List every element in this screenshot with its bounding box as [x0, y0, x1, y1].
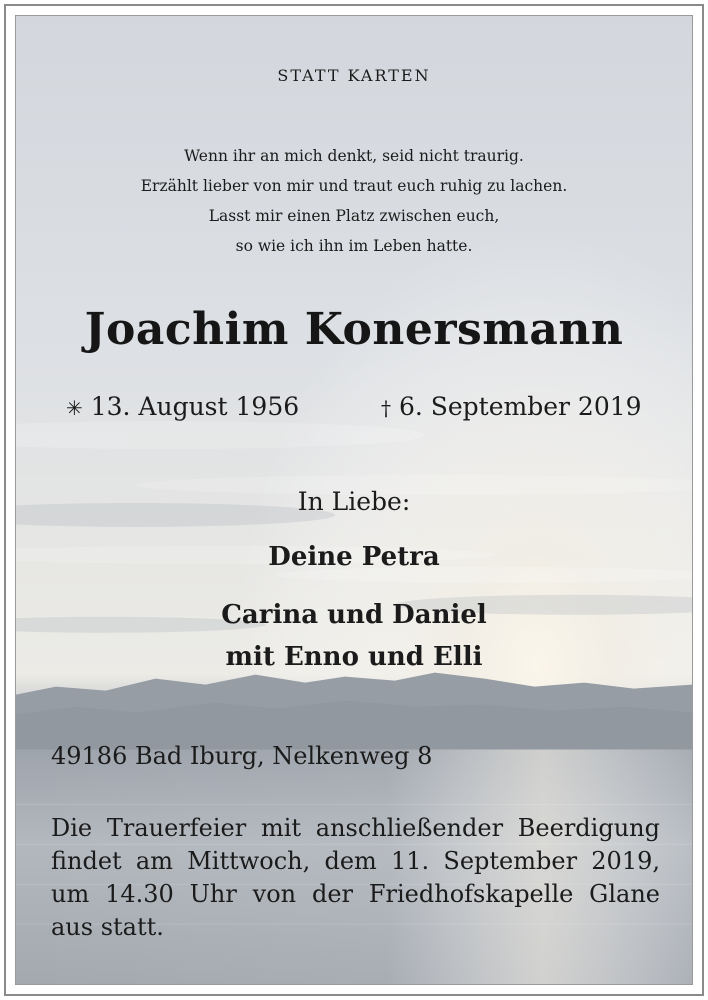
funeral-line: aus statt.: [51, 913, 164, 941]
header-label: STATT KARTEN: [277, 66, 431, 85]
mourner-group: [16, 594, 692, 678]
mourner-name: Carina und Daniel: [221, 600, 487, 630]
mourner-name: mit Enno und Elli: [225, 642, 483, 672]
poem-line: so wie ich ihn im Leben hatte.: [235, 237, 473, 255]
birth-star-icon: ✳: [66, 396, 83, 420]
deceased-name: Joachim Konersmann: [84, 304, 624, 355]
address: 49186 Bad Iburg, Nelkenweg 8: [51, 742, 433, 770]
poem-line: Lasst mir einen Platz zwischen euch,: [208, 207, 500, 225]
in-love-label: In Liebe:: [297, 487, 411, 516]
funeral-line: findet am Mittwoch, dem 11. September 2019,: [51, 847, 660, 875]
poem-line: Wenn ihr an mich denkt, seid nicht traurig.: [184, 147, 524, 165]
birth-date: 13. August 1956: [90, 392, 300, 421]
mourner-name: Deine Petra: [268, 542, 440, 572]
outer-frame: [4, 4, 704, 996]
funeral-line: um 14.30 Uhr von der Friedhofskapelle Glane: [51, 880, 660, 908]
poem: [16, 141, 692, 261]
poem-line: Erzählt lieber von mir und traut euch ruhig zu lachen.: [140, 177, 568, 195]
funeral-info: [51, 812, 660, 944]
death-date: 6. September 2019: [398, 392, 642, 421]
death-cross-icon: †: [381, 396, 391, 420]
notice-content: [16, 16, 692, 984]
birth-date-line: [66, 392, 299, 421]
funeral-line: Die Trauerfeier mit anschließender Beerdigung: [51, 814, 660, 842]
notice-card: [15, 15, 693, 985]
death-date-line: [381, 392, 642, 421]
